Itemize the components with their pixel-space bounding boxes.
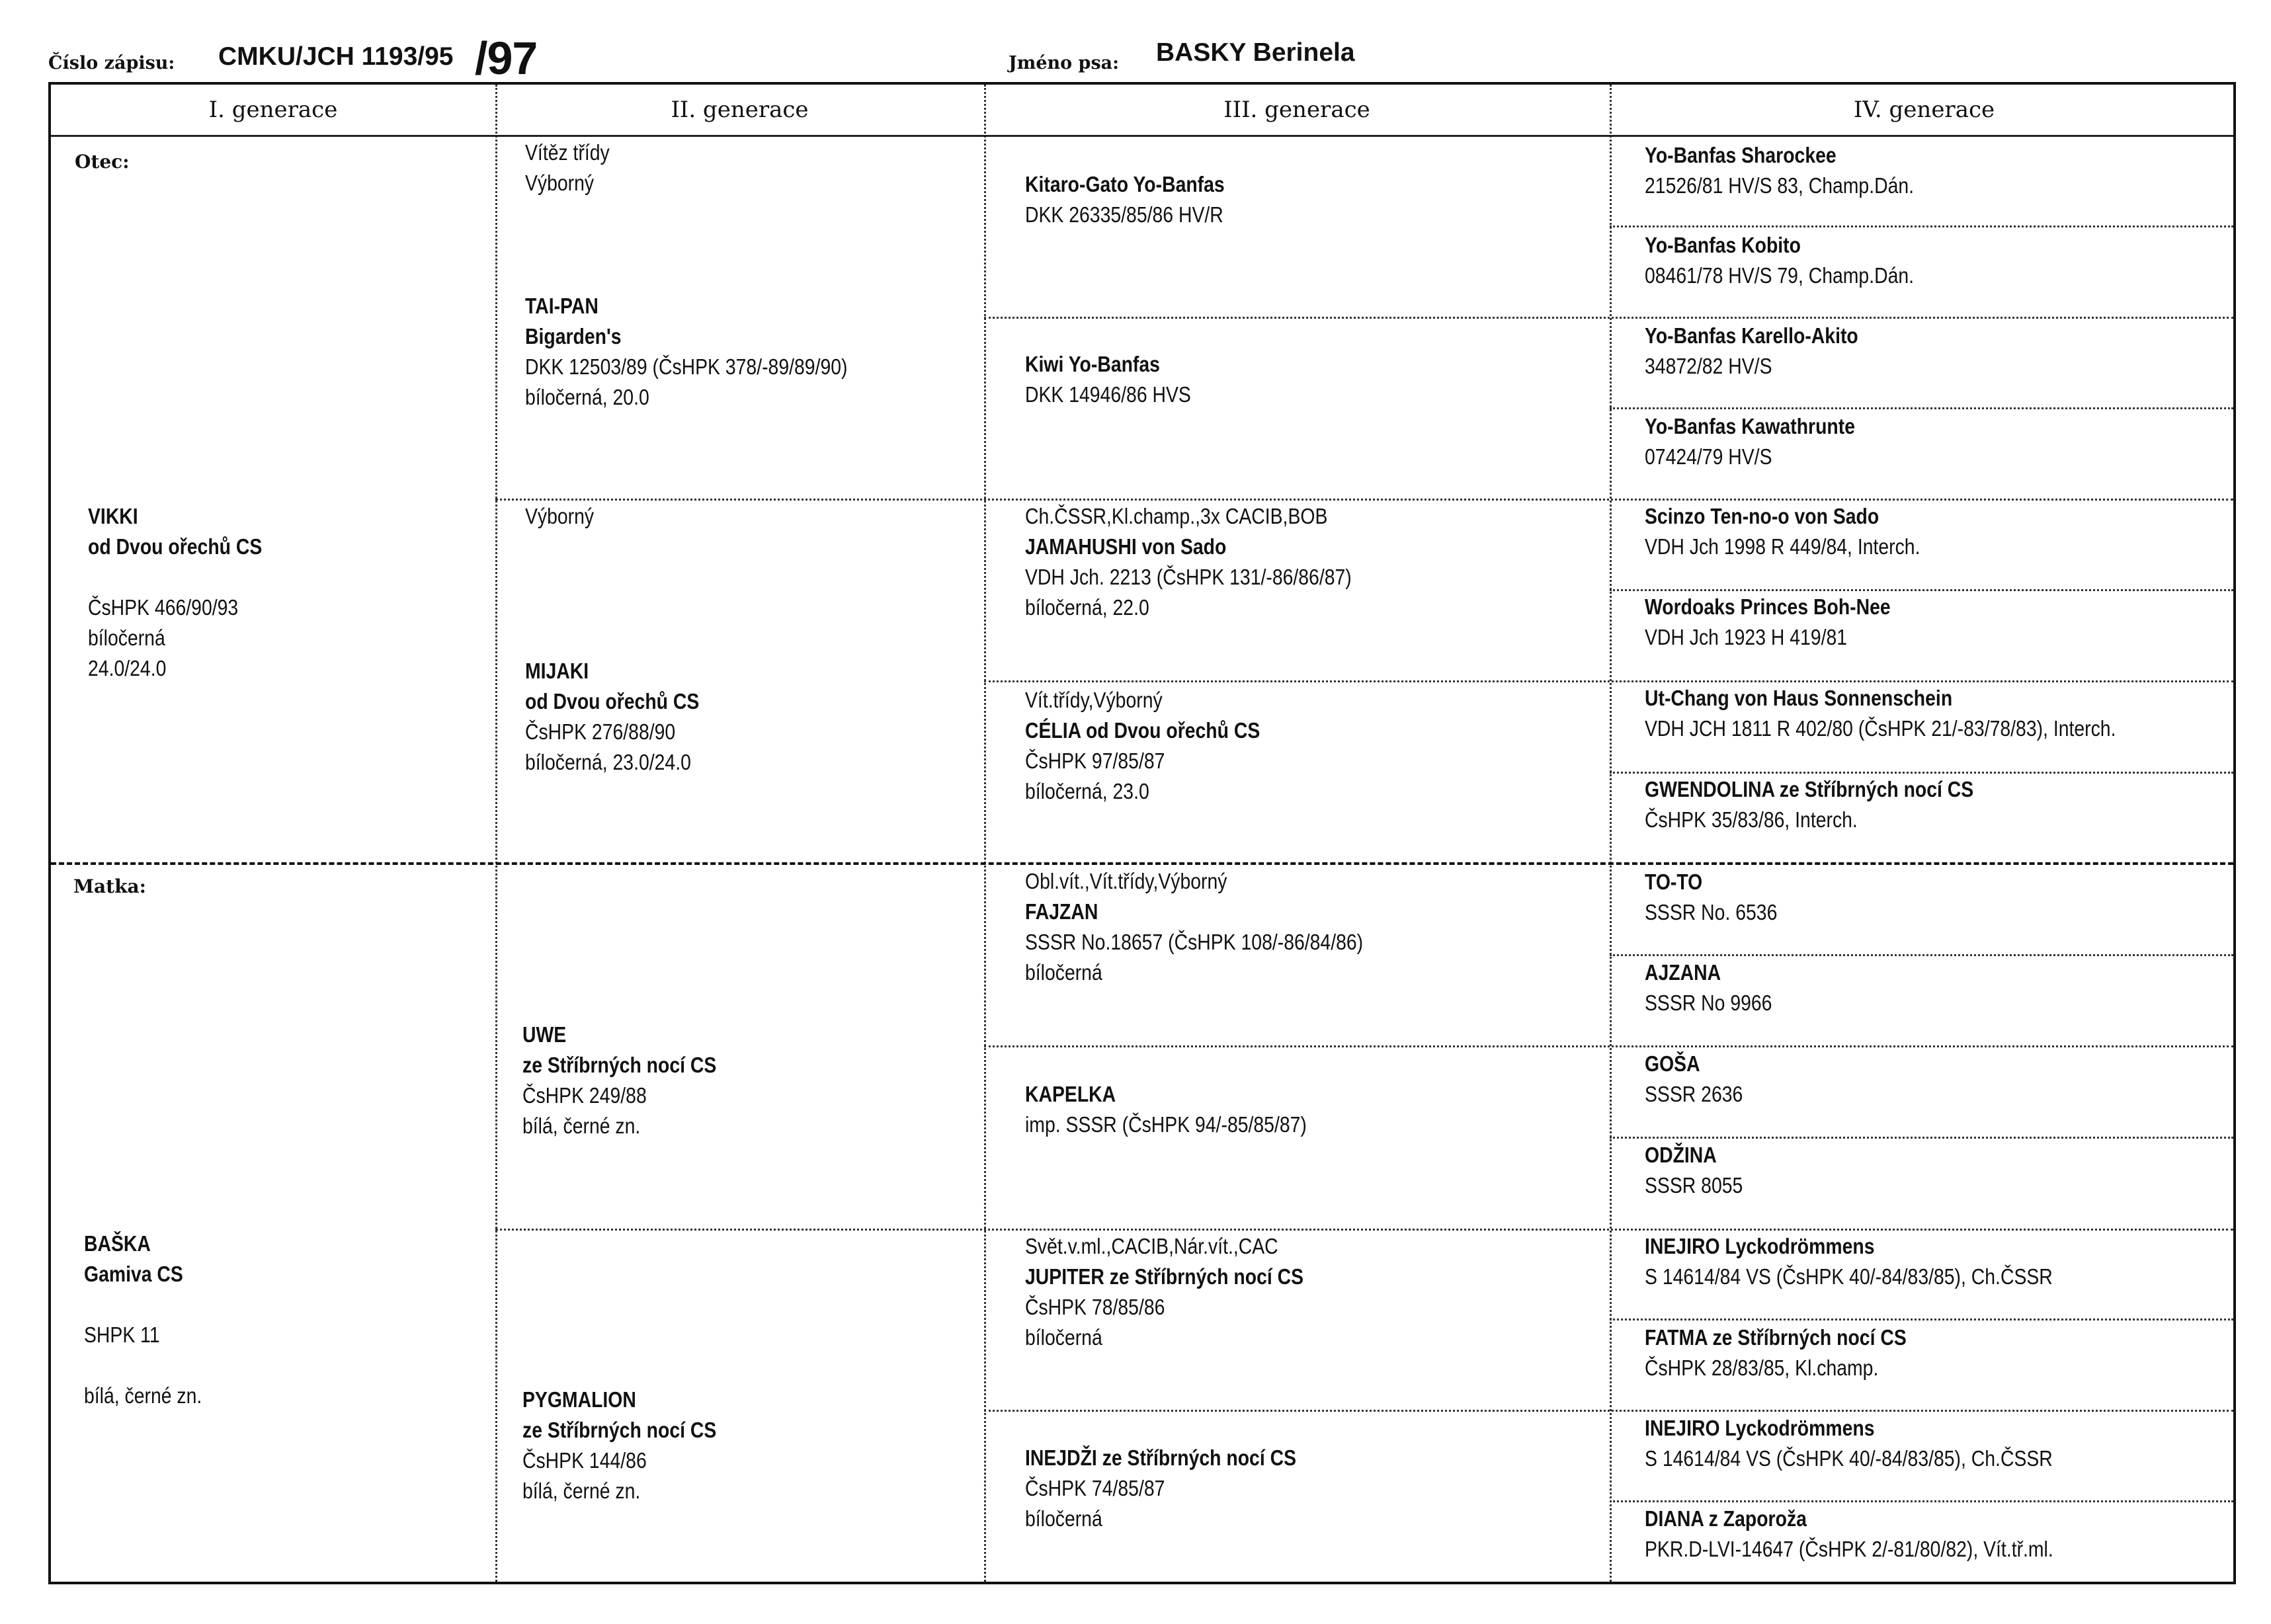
gen4-entry-1: Yo-Banfas Sharockee 21526/81 HV/S 83, Champ.Dán. — [1645, 143, 1915, 198]
row-divider — [1610, 589, 2233, 591]
gen4-entry-6: Wordoaks Princes Boh-Nee VDH Jch 1923 H 419/81 — [1645, 594, 1891, 649]
dam-sire-entry: UWE ze Stříbrných nocí CS ČsHPK 249/88 bílá, černé zn. — [522, 1022, 717, 1138]
row-divider — [1610, 1319, 2233, 1320]
row-divider — [984, 1410, 2233, 1412]
sire-dam-divider — [51, 862, 2233, 865]
dog-name: BASKY Berinela — [1156, 38, 1355, 67]
column-divider — [984, 85, 986, 1582]
gen3-entry-5: Obl.vít.,Vít.třídy,Výborný FAJZAN SSSR No.18657 (ČsHPK 108/-86/84/86) bíločerná — [1025, 869, 1364, 985]
gen4-entry-4: Yo-Banfas Kawathrunte 07424/79 HV/S — [1645, 414, 1856, 469]
sire-label: Otec: — [75, 151, 130, 173]
gen4-entry-7: Ut-Chang von Haus Sonnenschein VDH JCH 1811 R 402/80 (ČsHPK 21/-83/78/83), Interch. — [1645, 686, 2116, 741]
gen4-entry-15: INEJIRO Lyckodrömmens S 14614/84 VS (ČsHPK 40/-84/83/85), Ch.ČSSR — [1645, 1416, 2053, 1471]
gen4-entry-16: DIANA z Zaporoža PKR.D-LVI-14647 (ČsHPK 2/-81/80/82), Vít.tř.ml. — [1645, 1506, 2053, 1561]
registration-number: CMKU/JCH 1193/95 — [218, 42, 454, 71]
gen4-entry-12: ODŽINA SSSR 8055 — [1645, 1143, 1743, 1198]
gen3-entry-7: Svět.v.ml.,CACIB,Nár.vít.,CAC JUPITER ze Stříbrných nocí CS ČsHPK 78/85/86 bíločerná — [1025, 1234, 1304, 1350]
gen4-entry-8: GWENDOLINA ze Stříbrných nocí CS ČsHPK 35/83/86, Interch. — [1645, 777, 1974, 832]
gen4-entry-3: Yo-Banfas Karello-Akito 34872/82 HV/S — [1645, 323, 1858, 378]
sire-sire-entry: TAI-PAN Bigarden's DKK 12503/89 (ČsHPK 378/-89/89/90) bíločerná, 20.0 — [525, 294, 848, 409]
pedigree-table — [48, 82, 2236, 1584]
column-divider — [495, 85, 497, 1582]
row-divider — [1610, 1137, 2233, 1139]
header-rule — [51, 135, 2233, 137]
registration-year: /97 — [475, 32, 538, 84]
column-divider — [1610, 85, 1612, 1582]
gen3-entry-4: Vít.třídy,Výborný CÉLIA od Dvou ořechů CS ČsHPK 97/85/87 bíločerná, 23.0 — [1025, 688, 1260, 803]
sire-dam-entry: MIJAKI od Dvou ořechů CS ČsHPK 276/88/90 bíločerná, 23.0/24.0 — [525, 659, 700, 774]
gen4-entry-5: Scinzo Ten-no-o von Sado VDH Jch 1998 R 449/84, Interch. — [1645, 504, 1920, 559]
gen4-entry-10: AJZANA SSSR No 9966 — [1645, 960, 1772, 1015]
gen3-entry-6: KAPELKA imp. SSSR (ČsHPK 94/-85/85/87) — [1025, 1082, 1307, 1137]
gen4-entry-14: FATMA ze Stříbrných nocí CS ČsHPK 28/83/85, Kl.champ. — [1645, 1325, 1907, 1380]
row-divider — [495, 499, 2233, 501]
gen3-entry-8: INEJDŽI ze Stříbrných nocí CS ČsHPK 74/85/87 bíločerná — [1025, 1445, 1297, 1531]
row-divider — [984, 1045, 2233, 1047]
row-divider — [984, 317, 2233, 319]
column-header-gen1: I. generace — [208, 97, 338, 123]
row-divider — [1610, 1500, 2233, 1502]
gen4-entry-9: TO-TO SSSR No. 6536 — [1645, 870, 1778, 924]
row-divider — [1610, 225, 2233, 227]
gen4-entry-2: Yo-Banfas Kobito 08461/78 HV/S 79, Champ.Dán. — [1645, 233, 1915, 288]
sire-entry: VIKKI od Dvou ořechů CS ČsHPK 466/90/93 bíločerná 24.0/24.0 — [88, 504, 263, 680]
gen4-entry-13: INEJIRO Lyckodrömmens S 14614/84 VS (ČsHPK 40/-84/83/85), Ch.ČSSR — [1645, 1234, 2053, 1289]
sire-sire-titles: Vítěz třídy Výborný — [525, 140, 610, 195]
column-header-gen4: IV. generace — [1853, 97, 1995, 123]
gen3-entry-3: Ch.ČSSR,Kl.champ.,3x CACIB,BOB JAMAHUSHI von Sado VDH Jch. 2213 (ČsHPK 131/-86/86/87) bíločerná, 22.0 — [1025, 504, 1352, 620]
sire-dam-titles: Výborný — [525, 504, 595, 528]
dog-name-label: Jméno psa: — [1009, 53, 1120, 73]
column-header-gen3: III. generace — [1223, 97, 1370, 123]
dam-dam-entry: PYGMALION ze Stříbrných nocí CS ČsHPK 144/86 bílá, černé zn. — [522, 1387, 717, 1503]
row-divider — [984, 680, 2233, 682]
row-divider — [1610, 954, 2233, 956]
row-divider — [1610, 407, 2233, 409]
row-divider — [495, 1229, 2233, 1231]
column-header-gen2: II. generace — [671, 97, 809, 123]
gen3-entry-1: Kitaro-Gato Yo-Banfas DKK 26335/85/86 HV/R — [1025, 172, 1225, 227]
gen4-entry-11: GOŠA SSSR 2636 — [1645, 1051, 1743, 1106]
registration-label: Číslo zápisu: — [48, 53, 175, 73]
row-divider — [1610, 772, 2233, 774]
gen3-entry-2: Kiwi Yo-Banfas DKK 14946/86 HVS — [1025, 352, 1191, 407]
dam-label: Matka: — [73, 875, 146, 897]
dam-entry: BAŠKA Gamiva CS SHPK 11 bílá, černé zn. — [84, 1231, 202, 1408]
